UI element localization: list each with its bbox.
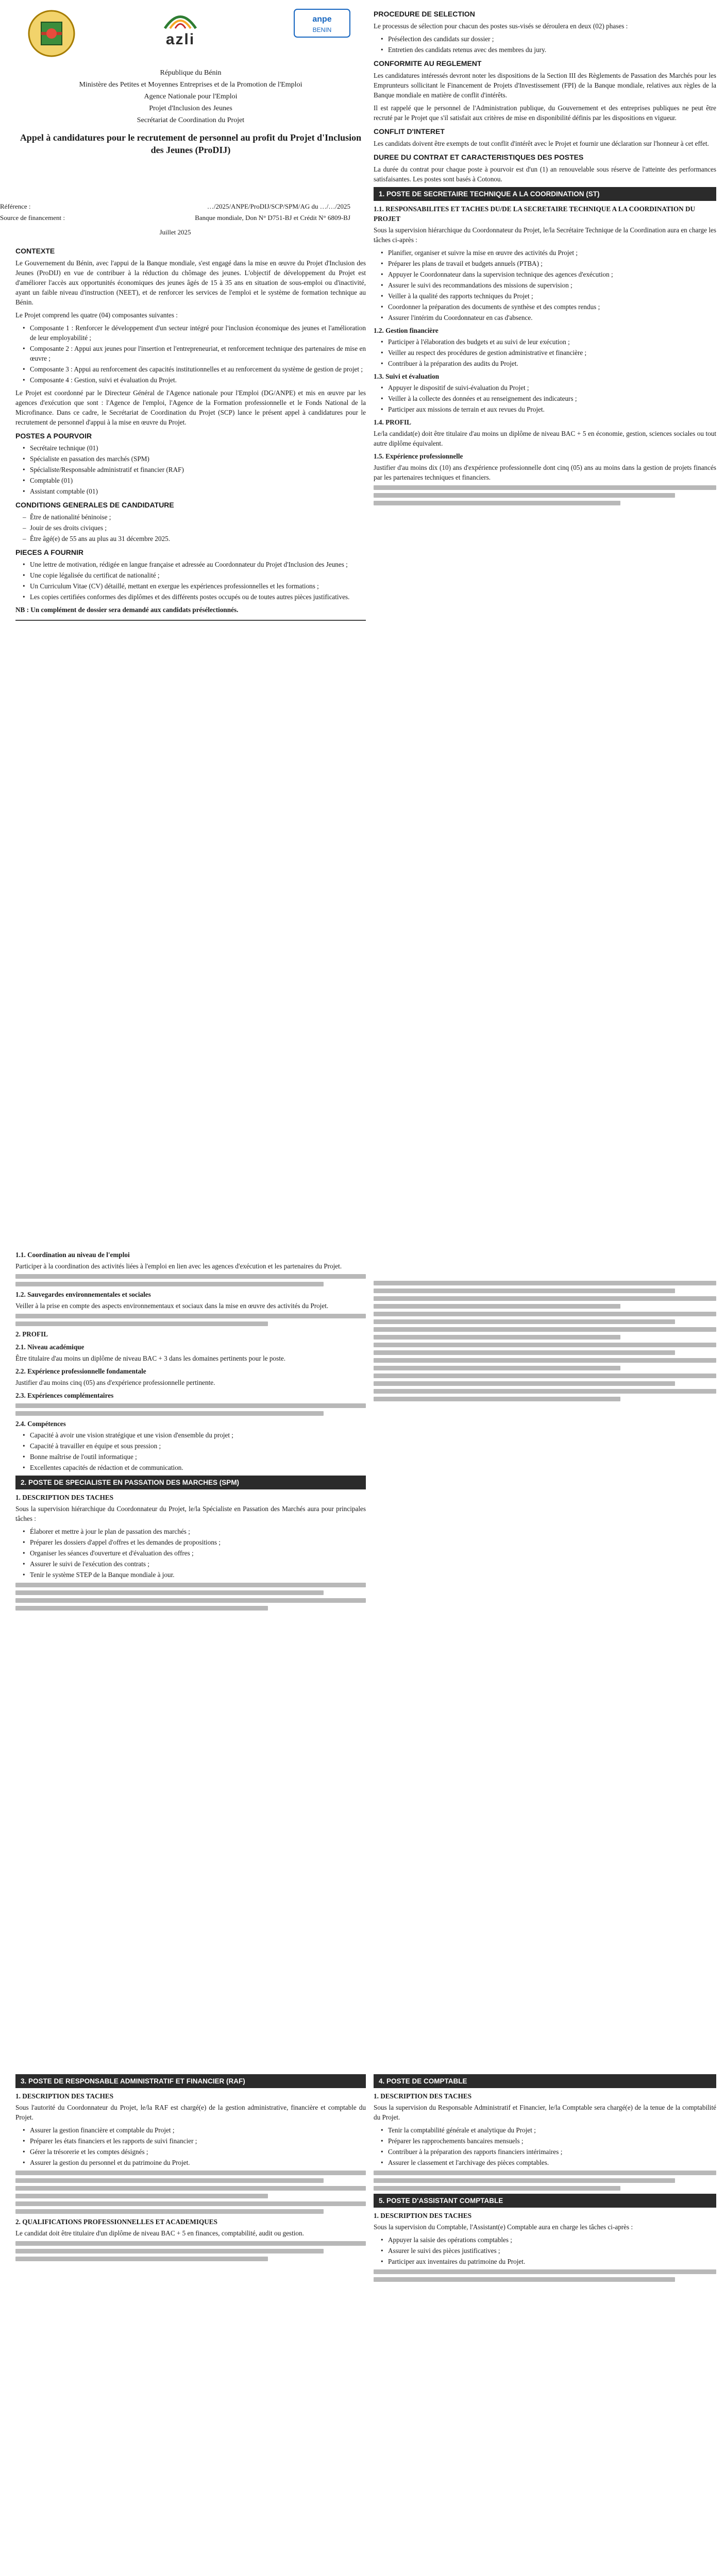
- gov-line-3: Agence Nationale pour l'Emploi: [144, 93, 238, 100]
- text-line: [374, 1389, 716, 1394]
- text-line: [15, 1583, 366, 1587]
- conformite-title: CONFORMITE AU REGLEMENT: [374, 59, 482, 67]
- raf-desc-title: 1. DESCRIPTION DES TACHES: [15, 2092, 114, 2100]
- conflit-title: CONFLIT D'INTERET: [374, 127, 445, 135]
- azli-wordmark: azli: [165, 31, 195, 48]
- gov-line-2: Ministère des Petites et Moyennes Entreprises et de la Promotion de l'Emploi: [79, 81, 302, 89]
- comp1-p: Participer à la coordination des activités liées à l'emploi en lien avec les agences d'exécution et les partenaires du Projet.: [15, 1262, 342, 1270]
- text-line: [374, 493, 675, 498]
- text-line: [15, 1606, 268, 1611]
- list-item: – Être de nationalité béninoise ;: [21, 512, 366, 522]
- list-item: • Assurer le suivi de l'exécution des contrats ;: [21, 1559, 366, 1569]
- niveau-title: 2.1. Niveau académique: [15, 1343, 85, 1351]
- azli-logo: [139, 5, 222, 54]
- text-line: [374, 1343, 716, 1347]
- spm-desc-title: 1. DESCRIPTION DES TACHES: [15, 1494, 114, 1501]
- list-item: – Être âgé(e) de 55 ans au plus au 31 décembre 2025.: [21, 534, 366, 544]
- right-column-middle: [374, 1278, 716, 1404]
- left-column-top: [15, 242, 366, 626]
- assist-tasks: [379, 2235, 716, 2266]
- emblem-icon: [18, 8, 85, 59]
- financing-label: Source de financement :: [0, 214, 65, 222]
- azli-mark-icon: [160, 5, 201, 31]
- text-line: [374, 2277, 675, 2282]
- text-line: [374, 1358, 716, 1363]
- call-title: Appel à candidatures pour le recrutement de personnel au profit du Projet d'Inclusion des Jeunes (ProDIJ): [20, 132, 362, 155]
- list-item: • Assurer le classement et l'archivage des pièces comptables.: [379, 2158, 716, 2167]
- nb-note: NB : Un complément de dossier sera demandé aux candidats présélectionnés.: [15, 606, 239, 614]
- text-line: [15, 1321, 268, 1326]
- exp-comp-title: 2.3. Expériences complémentaires: [15, 1392, 114, 1399]
- list-item: • Capacité à avoir une vision stratégique et une vision d'ensemble du projet ;: [21, 1430, 366, 1440]
- list-item: • Gérer la trésorerie et les comptes désignés ;: [21, 2147, 366, 2157]
- list-item: • Comptable (01): [21, 476, 366, 485]
- list-item: • Coordonner la préparation des documents de synthèse et des comptes rendus ;: [379, 302, 716, 312]
- composantes-list: [21, 323, 366, 385]
- list-item: • Composante 2 : Appui aux jeunes pour l'insertion et l'entrepreneuriat, et renforcement technique des partenaires de mise en œuvre ;: [21, 344, 366, 363]
- list-item: – Jouir de ses droits civiques ;: [21, 523, 366, 533]
- list-item: • Préparer les dossiers d'appel d'offres et les demandes de propositions ;: [21, 1537, 366, 1547]
- postes-list: [21, 443, 366, 496]
- text-line: [15, 2249, 324, 2253]
- text-line: [374, 2269, 716, 2274]
- text-line: [15, 1274, 366, 1279]
- reference-block: [0, 201, 350, 238]
- list-item: • Composante 4 : Gestion, suivi et évaluation du Projet.: [21, 375, 366, 385]
- duree-title: DUREE DU CONTRAT ET CARACTERISTIQUES DES POSTES: [374, 153, 584, 161]
- profil-p1: Le/la candidat(e) doit être titulaire d'au moins un diplôme de niveau BAC + 5 en économie, gestion, sciences sociales ou tout autre diplôme équivalent.: [374, 430, 716, 447]
- procedure-title: PROCEDURE DE SELECTION: [374, 10, 475, 18]
- text-line: [374, 2178, 675, 2183]
- spm-tasks: [21, 1527, 366, 1580]
- right-column-lower: [374, 2071, 716, 2285]
- text-line: [374, 1296, 716, 1301]
- list-item: • Composante 3 : Appui au renforcement des capacités institutionnelles et au renforcement du système de gestion de projet ;: [21, 364, 366, 374]
- conformite-p1: Les candidatures intéressés devront noter les dispositions de la Section III des Règlements de Passation des Marchés pour les Emprunteurs sollicitant le Financement de Projets d'Investissement (FPI) de la Banque mondiale, relatives aux règles de la Banque mondiale en matière de conflit d'intérêts.: [374, 72, 716, 99]
- list-item: • Tenir le système STEP de la Banque mondiale à jour.: [21, 1570, 366, 1580]
- list-item: • Les copies certifiées conformes des diplômes et des différents postes occupés ou de toutes autres pièces justificatives.: [21, 592, 366, 602]
- left-column-lower: [15, 2071, 366, 2264]
- benin-emblem-logo: [15, 5, 88, 62]
- list-item: • Appuyer le Coordonnateur dans la supervision technique des agences d'exécution ;: [379, 269, 716, 279]
- list-item: • Spécialiste en passation des marchés (SPM): [21, 454, 366, 464]
- text-line: [374, 501, 620, 505]
- conditions-title: CONDITIONS GENERALES DE CANDIDATURE: [15, 501, 174, 509]
- text-line: [15, 1411, 324, 1416]
- list-item: • Composante 1 : Renforcer le développement d'un secteur intégré pour l'inclusion économique des jeunes et l'amélioration de leur employabilité ;: [21, 323, 366, 343]
- text-line: [15, 1590, 324, 1595]
- text-line: [15, 1403, 366, 1408]
- government-header: [15, 67, 366, 126]
- text-line: [374, 1319, 675, 1324]
- procedure-p1: Le processus de sélection pour chacun des postes sus-visés se déroulera en deux (02) phases :: [374, 22, 628, 30]
- text-line: [374, 1335, 620, 1340]
- reference-label: Référence :: [0, 202, 31, 210]
- compta-p: Sous la supervision du Responsable Administratif et Financier, le/la Comptable sera chargé(e) de la tenue de la comptabilité du Projet.: [374, 2104, 716, 2121]
- svg-text:BENIN: BENIN: [312, 26, 332, 33]
- exp-p: Justifier d'au moins cinq (05) ans d'expérience professionnelle pertinente.: [15, 1379, 215, 1386]
- svg-text:anpe: anpe: [312, 15, 332, 24]
- spm-bar: 2. POSTE DE SPECIALISTE EN PASSATION DES MARCHES (SPM): [15, 1476, 366, 1489]
- text-line: [15, 2201, 366, 2206]
- list-item: • Veiller au respect des procédures de gestion administrative et financière ;: [379, 348, 716, 358]
- raf-p: Sous l'autorité du Coordonnateur du Projet, le/la RAF est chargé(e) de la gestion administrative, financière et comptable du Projet.: [15, 2104, 366, 2121]
- list-item: • Assistant comptable (01): [21, 486, 366, 496]
- exp-title: 2.2. Expérience professionnelle fondamentale: [15, 1367, 146, 1375]
- text-line: [374, 485, 716, 490]
- suivi-tasks: [379, 383, 716, 414]
- list-item: • Un Curriculum Vitae (CV) détaillé, mettant en exergue les expériences professionnelles et les formations ;: [21, 581, 366, 591]
- list-item: • Secrétaire technique (01): [21, 443, 366, 453]
- list-item: • Une copie légalisée du certificat de nationalité ;: [21, 570, 366, 580]
- profil-title: 1.4. PROFIL: [374, 418, 411, 426]
- text-line: [374, 1327, 716, 1332]
- raf-tasks: [21, 2125, 366, 2167]
- competences-list: [21, 1430, 366, 1472]
- conflit-p1: Les candidats doivent être exempts de tout conflit d'intérêt avec le Projet et fournir une déclaration sur l'honneur à cet effet.: [374, 140, 709, 147]
- list-item: • Assurer le suivi des recommandations des missions de supervision ;: [379, 280, 716, 290]
- list-item: • Assurer la gestion financière et comptable du Projet ;: [21, 2125, 366, 2135]
- text-line: [15, 2257, 268, 2261]
- niveau-p: Être titulaire d'au moins un diplôme de niveau BAC + 3 dans les domaines pertinents pour le poste.: [15, 1354, 286, 1362]
- list-item: • Participer aux missions de terrain et aux revues du Projet.: [379, 404, 716, 414]
- spm-p: Sous la supervision hiérarchique du Coordonnateur du Projet, le/la Spécialiste en Passation des Marchés aura pour principales tâches :: [15, 1505, 366, 1522]
- compta-tasks: [379, 2125, 716, 2167]
- list-item: • Une lettre de motivation, rédigée en langue française et adressée au Coordonnateur du Projet d'Inclusion des Jeunes ;: [21, 560, 366, 569]
- assist-desc-title: 1. DESCRIPTION DES TACHES: [374, 2212, 472, 2219]
- list-item: • Capacité à travailler en équipe et sous pression ;: [21, 1441, 366, 1451]
- divider: [15, 620, 366, 621]
- duree-p1: La durée du contrat pour chaque poste à pourvoir est d'un (1) an renouvelable sous réserve de l'atteinte des performances satisfaisantes. Les postes sont basés à Cotonou.: [374, 165, 716, 183]
- text-line: [15, 1282, 324, 1286]
- text-line: [15, 2241, 366, 2246]
- list-item: • Assurer la gestion du personnel et du patrimoine du Projet.: [21, 2158, 366, 2167]
- experience-p1: Justifier d'au moins dix (10) ans d'expérience professionnelle dont cinq (05) ans au moins dans la gestion de projets financés par les partenaires techniques et financiers.: [374, 464, 716, 481]
- pieces-title: PIECES A FOURNIR: [15, 548, 83, 556]
- text-line: [374, 1366, 620, 1370]
- text-line: [374, 2186, 620, 2191]
- text-line: [374, 1350, 675, 1355]
- list-item: • Bonne maîtrise de l'outil informatique ;: [21, 1452, 366, 1462]
- right-column-top: [374, 5, 716, 509]
- text-line: [374, 1374, 716, 1378]
- list-item: • Excellentes capacités de rédaction et de communication.: [21, 1463, 366, 1472]
- list-item: • Organiser les séances d'ouverture et d'évaluation des offres ;: [21, 1548, 366, 1558]
- experience-title: 1.5. Expérience professionnelle: [374, 452, 463, 460]
- left-column-middle: [15, 1247, 366, 1614]
- gestion-title: 1.2. Gestion financière: [374, 327, 439, 334]
- list-item: • Préparer les états financiers et les rapports de suivi financier ;: [21, 2136, 366, 2146]
- financing-value: Banque mondiale, Don N° D751-BJ et Crédit N° 6809-BJ: [195, 214, 350, 222]
- list-item: • Veiller à la qualité des rapports techniques du Projet ;: [379, 291, 716, 301]
- poste1-p1: Sous la supervision hiérarchique du Coordonnateur du Projet, le/la Secrétaire Technique de la Coordination aura en charge les tâches ci-après :: [374, 226, 716, 244]
- text-line: [374, 1381, 675, 1386]
- list-item: • Présélection des candidats sur dossier ;: [379, 34, 716, 44]
- list-item: • Spécialiste/Responsable administratif et financier (RAF): [21, 465, 366, 474]
- poste1-bar: 1. POSTE DE SECRETAIRE TECHNIQUE A LA COORDINATION (ST): [374, 187, 716, 201]
- competences-title: 2.4. Compétences: [15, 1420, 66, 1428]
- poste1-sub: 1.1. RESPONSABILITES ET TACHES DU/DE LA SECRETAIRE TECHNIQUE A LA COORDINATION DU PROJET: [374, 205, 695, 223]
- list-item: • Tenir la comptabilité générale et analytique du Projet ;: [379, 2125, 716, 2135]
- anpe-logo: [283, 5, 361, 54]
- pieces-list: [21, 560, 366, 602]
- list-item: • Participer à l'élaboration des budgets et au suivi de leur exécution ;: [379, 337, 716, 347]
- list-item: • Participer aux inventaires du patrimoine du Projet.: [379, 2257, 716, 2266]
- list-item: • Appuyer le dispositif de suivi-évaluation du Projet ;: [379, 383, 716, 393]
- list-item: • Appuyer la saisie des opérations comptables ;: [379, 2235, 716, 2245]
- text-line: [374, 1281, 716, 1285]
- text-line: [15, 2194, 268, 2198]
- list-item: • Élaborer et mettre à jour le plan de passation des marchés ;: [21, 1527, 366, 1536]
- suivi-title: 1.3. Suivi et évaluation: [374, 372, 440, 380]
- text-line: [15, 1314, 366, 1318]
- postes-title: POSTES A POURVOIR: [15, 432, 92, 440]
- text-line: [15, 2209, 324, 2214]
- anpe-mark-icon: [291, 5, 353, 41]
- list-item: • Contribuer à la préparation des audits du Projet.: [379, 359, 716, 368]
- document-date: Juillet 2025: [159, 228, 191, 236]
- contexte-p3: Le Projet est coordonné par le Directeur Général de l'Agence nationale pour l'Emploi (DG/ANPE) et mis en œuvre par les agences d'exécution que sont : l'Agence de l'emploi, l'Agence de la Formation professionnelle et le Fonds National de la Microfinance. Dans ce cadre, le Secrétariat de Coordination du Projet (SCP) lance le présent appel à candidatures pour le recrutement de personnel d'appui à la mise en œuvre du Projet.: [15, 389, 366, 426]
- list-item: • Planifier, organiser et suivre la mise en œuvre des activités du Projet ;: [379, 248, 716, 258]
- list-item: • Assurer le suivi des pièces justificatives ;: [379, 2246, 716, 2256]
- text-line: [15, 1598, 366, 1603]
- list-item: • Veiller à la collecte des données et au renseignement des indicateurs ;: [379, 394, 716, 403]
- gestion-tasks: [379, 337, 716, 368]
- compta-bar: 4. POSTE DE COMPTABLE: [374, 2074, 716, 2088]
- text-line: [15, 2186, 366, 2191]
- conformite-p2: Il est rappelé que le personnel de l'Administration publique, du Gouvernement et des entreprises publiques ne peut être recruté par le Projet que s'il satisfait aux critères de mise en disponibilité définis par les dispositions en vigueur.: [374, 104, 716, 122]
- comp2-title: 1.2. Sauvegardes environnementales et sociales: [15, 1291, 151, 1298]
- list-item: • Entretien des candidats retenus avec des membres du jury.: [379, 45, 716, 55]
- assist-bar: 5. POSTE D'ASSISTANT COMPTABLE: [374, 2194, 716, 2208]
- text-line: [374, 1397, 620, 1401]
- contexte-title: CONTEXTE: [15, 247, 55, 255]
- list-item: • Préparer les rapprochements bancaires mensuels ;: [379, 2136, 716, 2146]
- assist-p: Sous la supervision du Comptable, l'Assistant(e) Comptable aura en charge les tâches ci-après :: [374, 2223, 633, 2231]
- comp2-p: Veiller à la prise en compte des aspects environnementaux et sociaux dans la mise en œuvre des activités du Projet.: [15, 1302, 329, 1310]
- gov-line-1: République du Bénin: [160, 69, 222, 77]
- poste1-tasks: [379, 248, 716, 323]
- header: [15, 5, 366, 191]
- quals-p: Le candidat doit être titulaire d'un diplôme de niveau BAC + 5 en finances, comptabilité, audit ou gestion.: [15, 2229, 304, 2237]
- text-line: [374, 2171, 716, 2175]
- list-item: • Contribuer à la préparation des rapports financiers intérimaires ;: [379, 2147, 716, 2157]
- text-line: [374, 1312, 716, 1316]
- contexte-p1: Le Gouvernement du Bénin, avec l'appui de la Banque mondiale, s'est engagé dans la mise en œuvre du Projet d'Inclusion des Jeunes (ProDIJ) en vue de contribuer à la réduction du chômage des jeunes. L'objectif de développement du Projet est d'améliorer l'accès aux opportunités économiques des jeunes âgés de 15 à 35 ans en situation de sous-emploi ou d'inactivité, ayant un faible niveau d'instruction (NEET), et de renforcer les services de l'emploi et le système de formation technique au Bénin.: [15, 259, 366, 306]
- procedure-phases: [379, 34, 716, 55]
- quals-title: 2. QUALIFICATIONS PROFESSIONNELLES ET ACADEMIQUES: [15, 2218, 217, 2226]
- gov-line-4: Projet d'Inclusion des Jeunes: [149, 105, 232, 112]
- comp1-title: 1.1. Coordination au niveau de l'emploi: [15, 1251, 130, 1259]
- text-line: [374, 1304, 620, 1309]
- list-item: • Assurer l'intérim du Coordonnateur en cas d'absence.: [379, 313, 716, 323]
- text-line: [15, 2178, 324, 2183]
- contexte-p2: Le Projet comprend les quatre (04) composantes suivantes :: [15, 311, 178, 319]
- text-line: [15, 2171, 366, 2175]
- list-item: • Préparer les plans de travail et budgets annuels (PTBA) ;: [379, 259, 716, 268]
- compta-desc-title: 1. DESCRIPTION DES TACHES: [374, 2092, 472, 2100]
- conditions-list: [21, 512, 366, 544]
- raf-bar: 3. POSTE DE RESPONSABLE ADMINISTRATIF ET FINANCIER (RAF): [15, 2074, 366, 2088]
- profil2-title: 2. PROFIL: [15, 1330, 48, 1338]
- text-line: [374, 1289, 675, 1293]
- gov-line-5: Secrétariat de Coordination du Projet: [137, 116, 245, 124]
- reference-value: …/2025/ANPE/ProDIJ/SCP/SPM/AG du …/…/2025: [207, 202, 350, 210]
